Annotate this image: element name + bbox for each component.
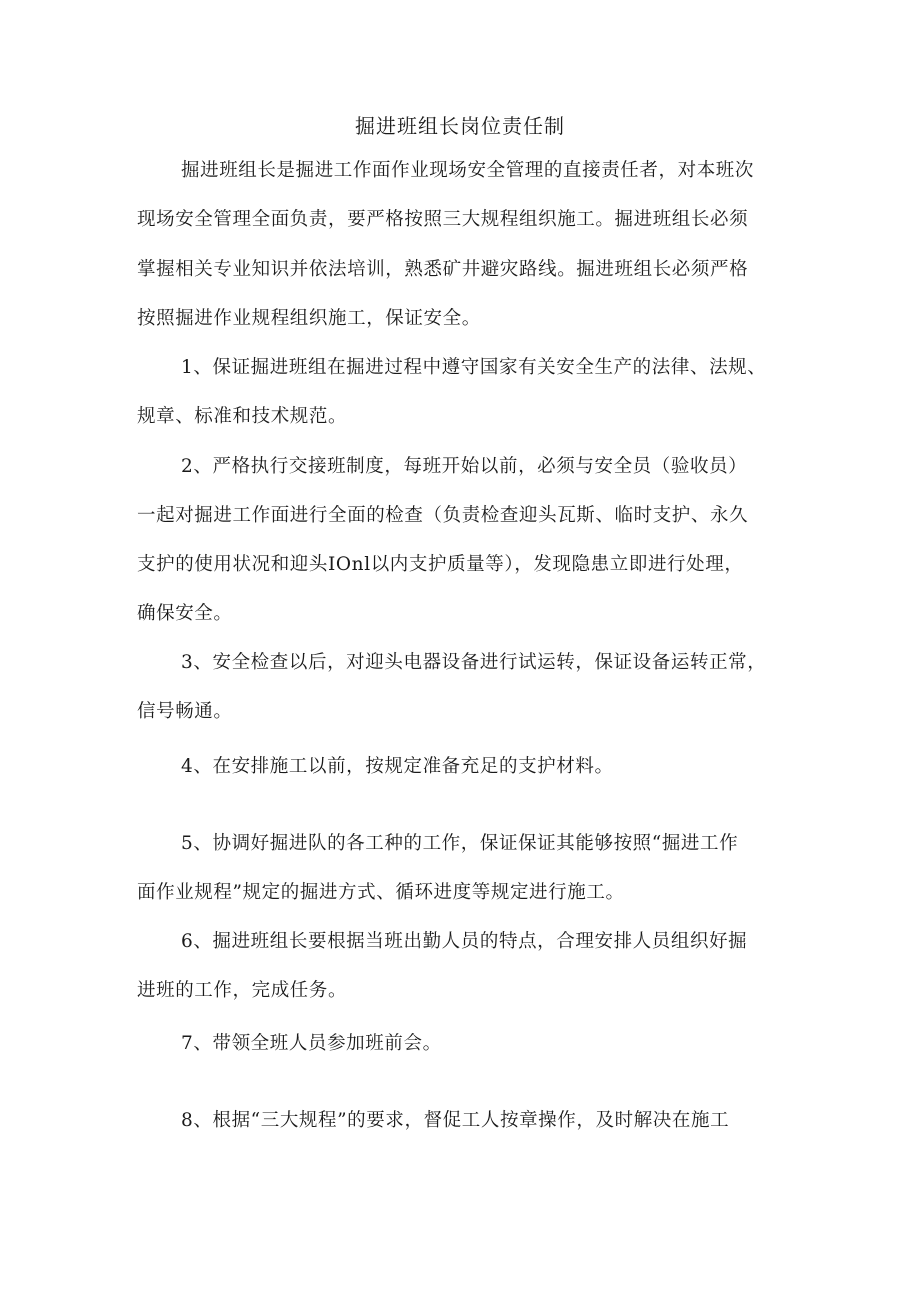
intro-line-1: 掘进班组长是掘进工作面作业现场安全管理的直接责任者，对本班次 [181,160,755,181]
document-title: 掘进班组长岗位责任制 [355,114,565,138]
item-7-line-1: 7、带领全班人员参加班前会。 [181,1033,442,1054]
item-5-line-2: 面作业规程”规定的掘进方式、循环进度等规定进行施工。 [137,882,625,903]
item-1-line-1: 1、保证掘进班组在掘进过程中遵守国家有关安全生产的法律、法规、 [181,357,767,378]
item-6-line-2: 进班的工作，完成任务。 [137,980,348,1001]
item-3-line-1: 3、安全检查以后，对迎头电器设备进行试运转，保证设备运转正常， [181,652,767,673]
item-1-line-2: 规章、标准和技术规范。 [137,406,348,427]
item-3-line-2: 信号畅通。 [137,701,233,722]
item-2-line-3: 支护的使用状况和迎头IOnl以内支护质量等），发现隐患立即进行处理， [137,554,744,575]
item-2-line-1: 2、严格执行交接班制度，每班开始以前，必须与安全员（验收员） [181,456,748,477]
item-8-line-1: 8、根据“三大规程”的要求，督促工人按章操作，及时解决在施工 [181,1110,730,1131]
item-6-line-1: 6、掘进班组长要根据当班出勤人员的特点，合理安排人员组织好掘 [181,931,748,952]
item-2-line-2: 一起对掘进工作面进行全面的检查（负责检查迎头瓦斯、临时支护、永久 [137,505,749,526]
intro-line-3: 掌握相关专业知识并依法培训，熟悉矿井避灾路线。掘进班组长必须严格 [137,259,749,280]
item-2-line-4: 确保安全。 [137,603,233,624]
intro-line-2: 现场安全管理全面负责，要严格按照三大规程组织施工。掘进班组长必须 [137,209,749,230]
item-4-line-1: 4、在安排施工以前，按规定准备充足的支护材料。 [181,756,614,777]
item-5-line-1: 5、协调好掘进队的各工种的工作，保证保证其能够按照“掘进工作 [181,833,739,854]
intro-line-4: 按照掘进作业规程组织施工，保证安全。 [137,308,481,329]
